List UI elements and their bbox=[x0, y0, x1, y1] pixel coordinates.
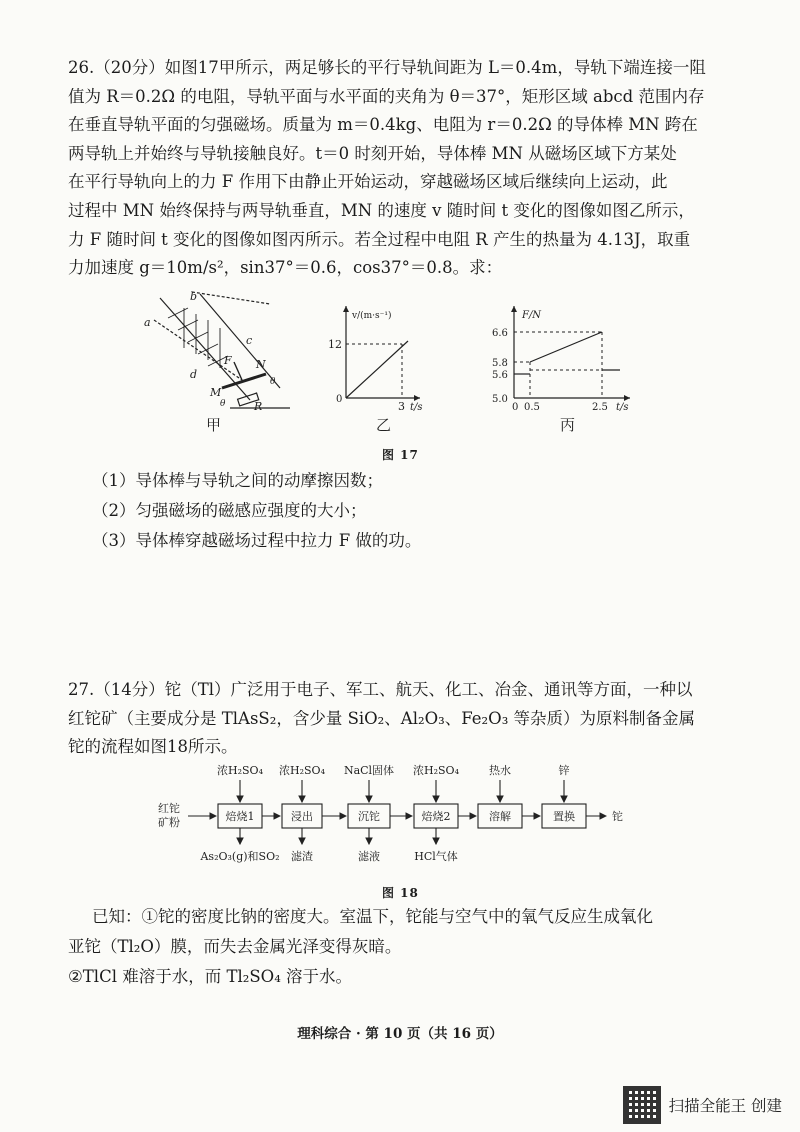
flow-input-line-1: 红铊 bbox=[158, 802, 180, 815]
label-theta-1: θ bbox=[220, 399, 226, 409]
flow-step-replace: 置换 bbox=[553, 810, 575, 823]
force-graph bbox=[492, 306, 630, 413]
flow-output: 铊 bbox=[612, 810, 623, 823]
time-tick-3: 3 bbox=[398, 400, 405, 413]
page-footer: 理科综合 · 第 10 页（共 16 页） bbox=[297, 1026, 503, 1042]
q26-line: 两导轨上并始终与导轨接触良好。t＝0 时刻开始，导体棒 MN 从磁场区域下方某处 bbox=[68, 143, 677, 163]
time-axis-label: t/s bbox=[410, 402, 423, 413]
label-R: R bbox=[254, 400, 263, 413]
question-27-text bbox=[68, 676, 748, 762]
figure-18-flowchart bbox=[150, 760, 650, 872]
label-N: N bbox=[256, 358, 266, 371]
force-time-axis-label: t/s bbox=[616, 402, 629, 413]
flow-byproduct: 滤渣 bbox=[291, 850, 313, 863]
flow-reagent: 浓H₂SO₄ bbox=[413, 764, 459, 777]
q27-line: 27.（14分）铊（Tl）广泛用于电子、军工、航天、化工、冶金、通讯等方面，一种以 bbox=[68, 680, 693, 699]
panel-label-bing: 丙 bbox=[560, 416, 576, 434]
flow-step-roast-1: 焙烧1 bbox=[225, 810, 255, 823]
question-26-text bbox=[68, 54, 748, 283]
panel-label-yi: 乙 bbox=[376, 416, 392, 434]
force-axis-label: F/N bbox=[522, 310, 542, 321]
known-line: ②TlCl 难溶于水，而 Tl₂SO₄ 溶于水。 bbox=[68, 967, 353, 986]
known-line: 已知：①铊的密度比钠的密度大。室温下，铊能与空气中的氧气反应生成氧化 bbox=[92, 907, 653, 926]
label-d: d bbox=[190, 368, 198, 381]
velocity-origin: 0 bbox=[336, 394, 343, 405]
force-tick-5-8: 5.8 bbox=[492, 358, 508, 369]
flow-step-dissolve: 溶解 bbox=[489, 810, 511, 823]
label-a: a bbox=[144, 316, 151, 329]
label-c: c bbox=[246, 334, 253, 347]
q27-line: 红铊矿（主要成分是 TlAsS₂，含少量 SiO₂、Al₂O₃、Fe₂O₃ 等杂质）为原料制备金属 bbox=[68, 708, 696, 728]
flow-byproduct: 滤液 bbox=[358, 850, 380, 863]
velocity-tick-12: 12 bbox=[328, 338, 342, 351]
q26-subquestion-3: （3）导体棒穿越磁场过程中拉力 F 做的功。 bbox=[92, 531, 422, 550]
q26-subquestion-1: （1）导体棒与导轨之间的动摩擦因数； bbox=[92, 471, 383, 490]
figure-17 bbox=[130, 288, 650, 438]
known-line: 亚铊（Tl₂O）膜，而失去金属光泽变得灰暗。 bbox=[68, 937, 402, 956]
rail-diagram bbox=[154, 292, 290, 408]
velocity-axis-label: v/(m·s⁻¹) bbox=[352, 311, 392, 321]
flow-step-roast-2: 焙烧2 bbox=[421, 810, 451, 823]
q27-line: 铊的流程如图18所示。 bbox=[68, 737, 238, 757]
scanner-watermark bbox=[623, 1086, 782, 1124]
time-tick-0-5: 0.5 bbox=[524, 402, 540, 413]
label-theta-2: θ bbox=[270, 377, 276, 387]
time-tick-2-5: 2.5 bbox=[592, 402, 608, 413]
panel-label-jia: 甲 bbox=[206, 416, 222, 434]
force-tick-5-0: 5.0 bbox=[492, 394, 508, 405]
q26-line: 力 F 随时间 t 变化的图像如图丙所示。若全过程中电阻 R 产生的热量为 4.13J，取重 bbox=[68, 229, 691, 249]
flow-step-leach: 浸出 bbox=[291, 810, 313, 823]
label-F: F bbox=[224, 354, 232, 367]
flow-reagent: 热水 bbox=[489, 764, 511, 777]
label-b: b bbox=[190, 290, 198, 303]
q26-line: 力加速度 g＝10m/s²，sin37°＝0.6，cos37°＝0.8。求： bbox=[68, 258, 503, 278]
flow-input-line-2: 矿粉 bbox=[158, 816, 180, 829]
flow-reagent: 浓H₂SO₄ bbox=[217, 764, 263, 777]
force-tick-6-6: 6.6 bbox=[492, 328, 508, 339]
watermark-text: 扫描全能王 创建 bbox=[668, 1097, 782, 1115]
q26-subquestion-2: （2）匀强磁场的磁感应强度的大小； bbox=[92, 501, 367, 520]
qr-code-icon bbox=[623, 1086, 661, 1124]
figure-18-caption: 图 18 bbox=[382, 886, 419, 900]
q26-line: 值为 R＝0.2Ω 的电阻，导轨平面与水平面的夹角为 θ＝37°，矩形区域 abcd 范围内存 bbox=[68, 86, 705, 106]
rail-diagram-labels bbox=[144, 290, 276, 413]
q27-known-info bbox=[68, 902, 752, 992]
label-M: M bbox=[210, 386, 222, 399]
figure-17-caption: 图 17 bbox=[382, 448, 419, 462]
q26-line: 在平行导轨向上的力 F 作用下由静止开始运动，穿越磁场区域后继续向上运动，此 bbox=[68, 172, 668, 192]
flow-reagent: 浓H₂SO₄ bbox=[279, 764, 325, 777]
flow-step-precipitate: 沉铊 bbox=[358, 810, 380, 823]
q26-line: 26.（20分）如图17甲所示，两足够长的平行导轨间距为 L＝0.4m，导轨下端连接一阻 bbox=[68, 58, 706, 77]
q26-line: 过程中 MN 始终保持与两导轨垂直，MN 的速度 v 随时间 t 变化的图像如图乙所示， bbox=[68, 200, 695, 220]
velocity-graph bbox=[328, 306, 423, 413]
flow-reagent: 锌 bbox=[558, 764, 570, 777]
flow-byproduct: HCl气体 bbox=[414, 850, 458, 863]
time-tick-0: 0 bbox=[512, 402, 519, 413]
flow-reagent: NaCl固体 bbox=[343, 764, 395, 777]
flow-byproduct: As₂O₃(g)和SO₂ bbox=[200, 850, 280, 863]
q26-line: 在垂直导轨平面的匀强磁场。质量为 m＝0.4kg、电阻为 r＝0.2Ω 的导体棒 MN 跨在 bbox=[68, 115, 698, 135]
force-tick-5-6: 5.6 bbox=[492, 370, 508, 381]
